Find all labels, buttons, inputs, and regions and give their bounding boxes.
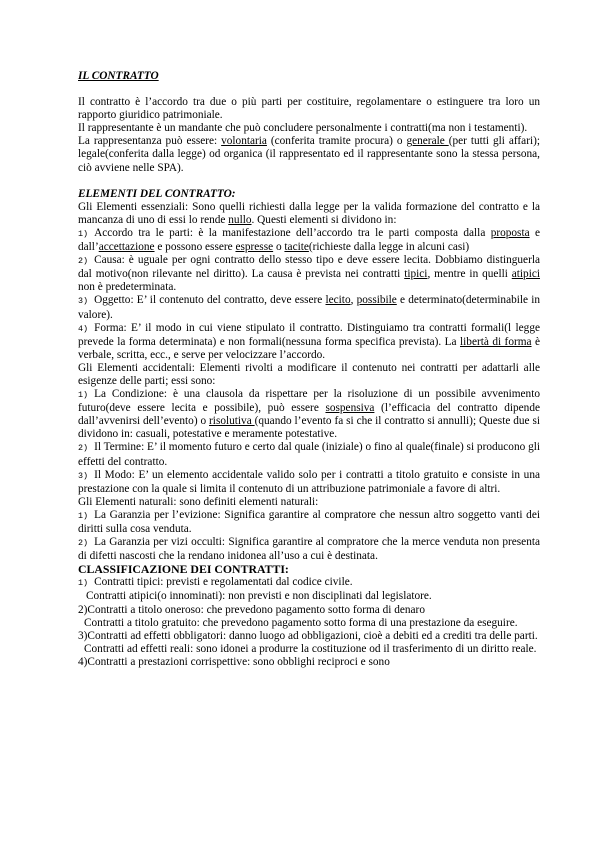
text-run: Forma: E’ il modo in cui viene stipulato il contratto. Distinguiamo tra contratti formali(l legge prevede la forma determinata) e non formali(nessuna forma specifica prevista). La [78,321,540,348]
text-run: Il Termine: E’ il momento futuro e certo dal quale (iniziale) o fino al quale(finale) si producono gli effetti del contratto. [78,441,540,468]
list-item-condizione [78,388,540,441]
text-run: La Condizione: è una clausola da rispettare per la risoluzione di un possibile avvenimento futuro(deve essere lecita e possibile), può essere [78,388,540,415]
underlined-term-volontaria: volontaria [221,135,267,148]
text-run: Gli Elementi essenziali: Sono quelli richiesti dalla legge per la valida formazione del contratto e la mancanza di uno di essi lo rende [78,200,540,226]
underlined-term-generale: generale [406,135,449,148]
list-item-forma [78,322,540,362]
underlined-term: lecito [325,294,351,307]
section-heading-classificazione: CLASSIFICAZIONE DEI CONTRATTI: [78,562,289,577]
classification-item-oneroso: 2)Contratti a titolo oneroso: che prevedono pagamento sotto forma di denaro [78,603,425,616]
text-run: , [350,294,357,307]
list-number: 1) [78,228,89,239]
text-run: Il Modo: E’ un elemento accidentale valido solo per i contratti a titolo gratuito e consiste in una prestazione con la quale si limita il contenuto di un attribuzione patrimoniale a favore di altri. [78,468,540,495]
classification-item-corrispettive: 4)Contratti a prestazioni corrispettive: sono obblighi reciproci e sono [78,655,390,668]
list-number: 1) [78,390,89,401]
classification-item-reali: Contratti ad effetti reali: sono idonei a produrre la costituzione od il trasferimento di un diritto reale. [84,642,537,655]
list-number: 2) [78,538,89,549]
list-number: 2) [78,443,89,454]
text-run: Oggetto: E’ il contenuto del contratto, deve essere [94,294,326,307]
document-page [78,70,540,669]
text-run: . Questi elementi si dividono in: [251,213,397,226]
text-run: e determinato(determinabile in valore). [78,294,540,321]
spacer [78,83,540,96]
list-number: 1) [78,510,89,521]
list-item-vizi-occulti [78,536,540,563]
list-item-causa [78,254,540,294]
text-run: La Garanzia per l’evizione: Significa garantire al compratore che nessun altro soggetto vanti dei diritti sulla cosa venduta. [78,508,540,535]
intro-paragraph-representation [78,135,540,174]
list-number: 3) [78,470,89,481]
classification-item-tipici [78,576,540,590]
classification-item-obbligatori: 3)Contratti ad effetti obbligatori: danno luogo ad obbligazioni, cioè a debiti ed a crediti tra delle parti. [78,629,538,642]
list-item-modo [78,469,540,496]
underlined-term: tacite [284,241,309,254]
natural-elements-intro: Gli Elementi naturali: sono definiti elementi naturali: [78,495,319,508]
list-item-termine [78,441,540,468]
text-run: Causa: è uguale per ogni contratto dello stesso tipo e deve essere lecita. Dobbiamo distinguerla dal motivo(non rilevante nel diritto). La causa è prevista nei contratti [78,254,540,281]
list-number: 3) [78,296,89,307]
intro-paragraph-representative: Il rappresentante è un mandante che può concludere personalmente i contratti(ma non i testamenti). [78,122,528,135]
section-heading-elementi: ELEMENTI DEL CONTRATTO: [78,187,236,200]
text-run: La Garanzia per vizi occulti: Significa garantire al compratore che la merce venduta non presenta di difetti nascosti che la rendano inidonea all’uso a cui è destinata. [78,536,540,563]
underlined-term: libertà di forma [460,335,532,348]
text-run: (conferita tramite procura) o [266,135,407,148]
underlined-term: proposta [490,226,530,239]
underlined-term: sospensiva [325,402,375,415]
list-number: 1) [78,578,89,589]
accidental-elements-intro: Gli Elementi accidentali: Elementi rivolti a modificare il contenuto nei contratti per adattarli alle esigenze delle parti; essi sono: [78,361,540,387]
underlined-term: risolutiva [209,415,255,428]
essential-elements-intro [78,201,540,227]
list-item-oggetto [78,294,540,321]
text-run: (l’efficacia del contratto dipende dall’avvenirsi dell’evento) o [78,402,540,428]
spacer [78,175,540,188]
text-run: , mentre in quelli [427,268,512,281]
text-run: e dall’ [78,226,540,254]
underlined-term: accettazione [98,241,155,254]
text-run: o [273,241,285,254]
underlined-term: atipici [511,268,540,281]
intro-paragraph-definition: Il contratto è l’accordo tra due o più parti per costituire, regolamentare o estinguere tra loro un rapporto giuridico patrimoniale. [78,96,540,122]
list-item-evizione [78,509,540,536]
text-run: (per tutti gli affari); legale(conferita dalla legge) od organica (il rappresentato ed il rappresentante sono la stessa persona, ciò avviene nelle SPA). [78,135,540,174]
underlined-term: tipici [404,268,428,281]
classification-item-gratuito: Contratti a titolo gratuito: che prevedono pagamento sotto forma di una prestazione da eseguire. [84,616,518,629]
list-number: 4) [78,323,89,334]
text-run: Contratti tipici: previsti e regolamentati dal codice civile. [94,576,353,589]
list-item-accordo [78,227,540,254]
underlined-term: espresse [235,241,274,254]
underlined-term-nullo: nullo [228,213,252,226]
classification-item-atipici: Contratti atipici(o innominati): non previsti e non disciplinati dal legislatore. [86,590,432,603]
text-run: e possono essere [154,241,236,254]
text-run: (richieste dalla legge in alcuni casi) [308,241,470,254]
underlined-term: possibile [356,294,397,307]
page-title: IL CONTRATTO [78,70,159,82]
text-run: non è predeterminata. [78,281,177,294]
text-run: La rappresentanza può essere: [78,135,222,148]
list-number: 2) [78,256,89,267]
text-run: Accordo tra le parti: è la manifestazione dell’accordo tra le parti composta dalla [94,226,491,239]
text-run: (quando l’evento fa si che il contratto si annulli); Queste due si dividono in: casuali, potestative e meramente potestative. [78,415,541,441]
text-run: è verbale, scritta, ecc., e serve per velocizzare l’accordo. [78,335,540,361]
